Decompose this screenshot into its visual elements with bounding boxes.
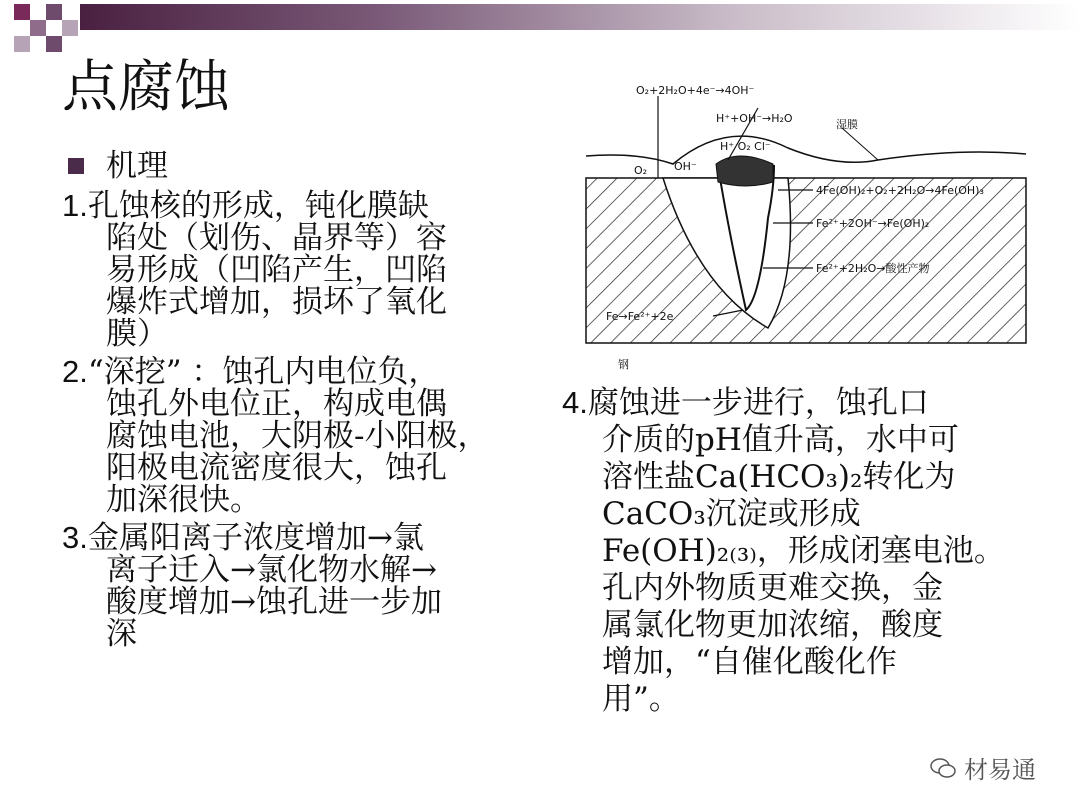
label-ions: H⁺ O₂ Cl⁻ — [720, 140, 771, 153]
square-bullet-icon — [68, 158, 84, 174]
item-line: 属氯化物更加浓缩，酸度 — [602, 607, 943, 643]
deco-square — [14, 36, 30, 52]
item-line: 加深很快。 — [106, 482, 261, 518]
item-line: 易形成（凹陷产生，凹陷 — [106, 252, 447, 288]
deco-square — [46, 36, 62, 52]
item-line: 膜） — [106, 316, 168, 352]
label-oxygen: O₂ — [634, 164, 648, 177]
label-cathode-reaction: O₂+2H₂O+4e⁻→4OH⁻ — [636, 84, 755, 97]
mechanism-item-2 — [62, 356, 542, 516]
moisture-film — [586, 136, 1026, 164]
item-text: 金属阳离子浓度增加→氯 — [87, 520, 424, 556]
left-content — [62, 150, 542, 656]
item-line: 腐蚀电池，大阴极-小阳极， — [106, 418, 489, 454]
item-line: Fe(OH)₂₍₃₎，形成闭塞电池。 — [602, 533, 1005, 569]
bullet-heading-row — [62, 150, 542, 182]
label-fe-oh3-reaction: 4Fe(OH)₂+O₂+2H₂O→4Fe(OH)₃ — [816, 184, 984, 197]
item-line: CaCO₃沉淀或形成 — [602, 496, 861, 532]
mechanism-item-1 — [62, 190, 542, 350]
item-text: 孔蚀核的形成，钝化膜缺 — [87, 188, 429, 224]
bullet-heading: 机理 — [106, 148, 168, 184]
item-line: 用”。 — [602, 681, 680, 717]
deco-square — [62, 20, 78, 36]
corrosion-product — [716, 156, 773, 186]
item-line: 阳极电流密度很大，蚀孔 — [106, 450, 447, 486]
label-fe-oh2-reaction: Fe²⁺+2OH⁻→Fe(OH)₂ — [816, 217, 930, 230]
arrow-line — [842, 128, 878, 160]
item-line: 深 — [106, 616, 137, 652]
item-line: 介质的pH值升高，水中可 — [602, 422, 959, 458]
item-number: 1. — [62, 188, 88, 223]
item-line: 离子迁入→氯化物水解→ — [106, 552, 437, 588]
deco-square — [14, 4, 30, 20]
item-line: 爆炸式增加，损坏了氧化 — [106, 284, 447, 320]
deco-square — [30, 20, 46, 36]
item-text: 腐蚀进一步进行，蚀孔口 — [587, 385, 929, 421]
item-line: 陷处（划伤、晶界等）容 — [106, 220, 447, 256]
label-steel: 钢 — [618, 358, 629, 371]
watermark-text: 材易通 — [964, 756, 1036, 784]
label-acid-product: Fe²⁺+2H₂O→酸性产物 — [816, 262, 930, 275]
deco-square — [46, 4, 62, 20]
pitting-corrosion-diagram — [578, 78, 1038, 378]
label-water-formation: H⁺+OH⁻→H₂O — [716, 112, 793, 125]
item-line: 蚀孔外电位正，构成电偶 — [106, 386, 447, 422]
item-line: 酸度增加→蚀孔进一步加 — [106, 584, 442, 620]
right-content — [562, 384, 1062, 718]
label-hydroxide: OH⁻ — [674, 160, 697, 173]
item-line: 增加，“自催化酸化作 — [602, 644, 897, 680]
watermark — [930, 750, 1036, 785]
wechat-icon — [930, 757, 956, 779]
item-number: 4. — [562, 385, 588, 420]
item-number: 2. — [62, 354, 88, 389]
label-moisture-film: 湿膜 — [836, 118, 858, 131]
item-line: 溶性盐Ca(HCO₃)₂转化为 — [602, 459, 956, 495]
item-number: 3. — [62, 520, 88, 555]
item-text: “深挖” ：蚀孔内电位负， — [87, 354, 440, 390]
header-gradient-bar — [80, 4, 1080, 30]
slide-title: 点腐蚀 — [62, 55, 230, 120]
item-line: 孔内外物质更难交换，金 — [602, 570, 943, 606]
mechanism-item-3 — [62, 522, 542, 650]
label-anode-reaction: Fe→Fe²⁺+2e — [606, 310, 674, 323]
header-decoration — [0, 0, 1080, 56]
